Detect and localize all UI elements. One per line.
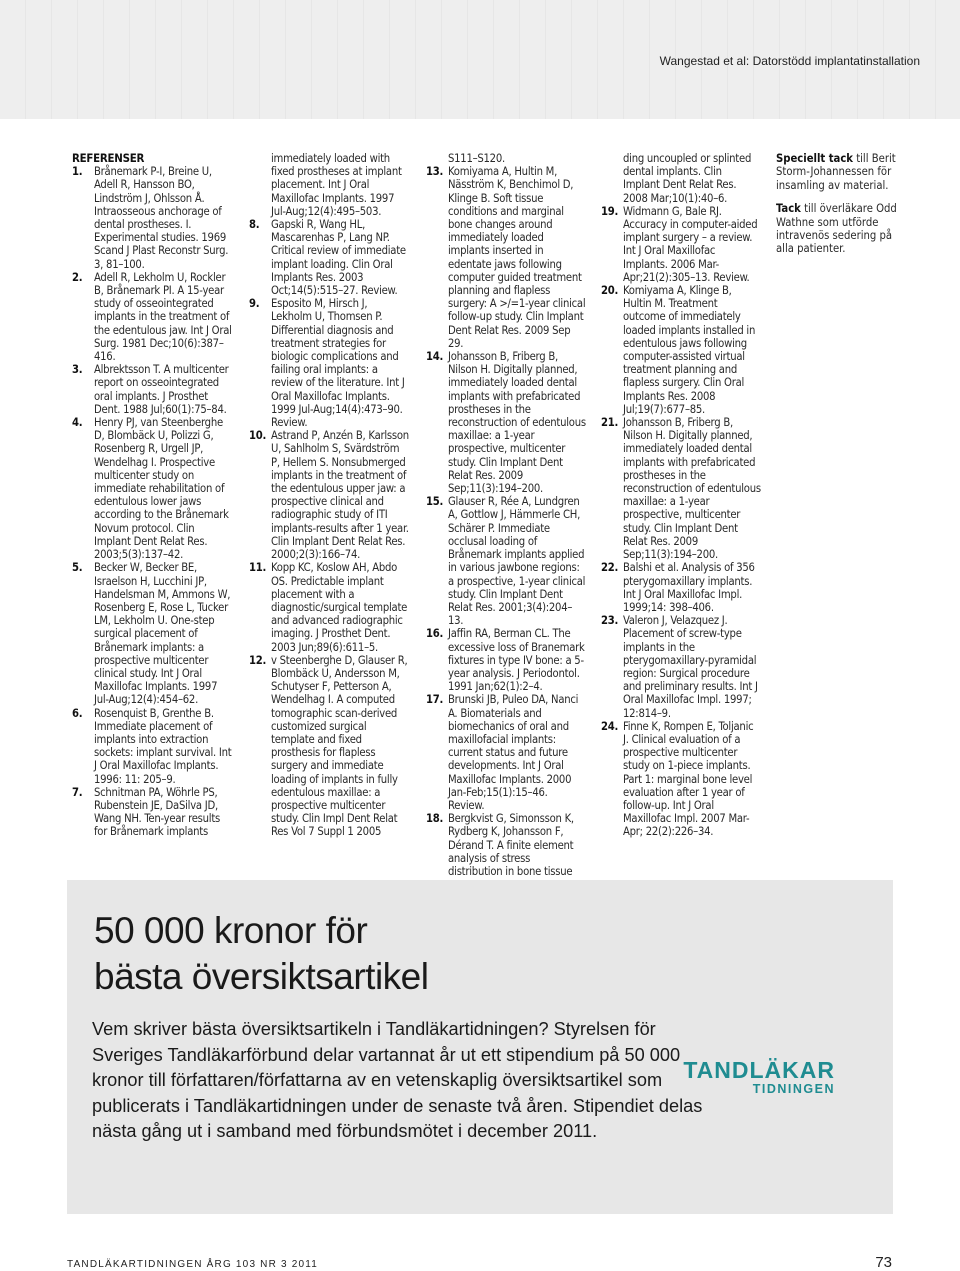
reference-number: 8.: [249, 218, 260, 232]
reference-text: Widmann G, Bale RJ. Accuracy in computer-aided implant surgery – a review. Int J Oral Maxillofac Implants. 2006 Mar-Apr;21(2):305–13. Review.: [623, 204, 758, 284]
reference-item: [601, 561, 761, 614]
ref-column-3: [426, 152, 586, 891]
page-number: 73: [875, 1254, 892, 1271]
ref-column-1: [72, 152, 232, 839]
reference-text: Albrektsson T. A multicenter report on osseointegrated oral implants. J Prosthet Dent. 1988 Jul;60(1):75–84.: [94, 363, 229, 416]
reference-text: Balshi et al. Analysis of 356 pterygomaxillary implants. Int J Oral Maxillofac Impl. 1999;14: 398–406.: [623, 561, 755, 614]
acknowledgements: [776, 152, 902, 266]
reference-text: Glauser R, Rée A, Lundgren A, Gottlow J, Hämmerle CH, Schärer P. Immediate occlusal loading of Brånemark implants applied in various jawbone regions: a prospective, 1-year clinical study. Clin Implant Dent Relat Res. 2001;3(4):204–13.: [448, 495, 586, 628]
ack-2: [776, 202, 902, 256]
footer-journal: TANDLÄKARTIDNINGEN ÅRG 103 NR 3 2011: [67, 1259, 319, 1270]
references-heading: REFERENSER: [72, 151, 145, 165]
reference-number: 13.: [426, 165, 444, 179]
logo-line2: TIDNINGEN: [752, 1082, 835, 1096]
reference-text: Komiyama A, Klinge B, Hultin M. Treatment outcome of immediately loaded implants installed in edentulous jaws following computer-assisted virtual treatment planning and flapless surgery. Clin Oral Implants Res. 2008 Jul;19(7):677–85.: [623, 284, 756, 416]
reference-number: 18.: [426, 812, 444, 826]
reference-number: 5.: [72, 561, 83, 575]
promo-title-line2: bästa översiktsartikel: [94, 956, 429, 997]
ref-column-2: [249, 152, 409, 839]
reference-number: 9.: [249, 297, 260, 311]
reference-item: [72, 786, 232, 839]
reference-item: [249, 429, 409, 561]
reference-text: Becker W, Becker BE, Israelson H, Lucchini JP, Handelsman M, Ammons W, Rosenberg E, Rose L, Tucker LM, Lekholm U. One-step surgical placement of Brånemark implants: a prospective multicenter clinical study. Int J Oral Maxillofac Implants. 1997 Jul-Aug;12(4):454–62.: [94, 561, 231, 707]
reference-number: 3.: [72, 363, 83, 377]
reference-text: Schnitman PA, Wöhrle PS, Rubenstein JE, DaSilva JD, Wang NH. Ten-year results for Brånemark implants: [94, 785, 221, 839]
reference-number: 15.: [426, 495, 444, 509]
reference-text: Henry PJ, van Steenberghe D, Blombäck U, Polizzi G, Rosenberg R, Urgell JP, Wendelhag I. Prospective multicenter study on immediate rehabilitation of edentulous lower jaws according to the Brånemark Novum protocol. Clin Implant Dent Relat Res. 2003;5(3):137–42.: [94, 416, 229, 562]
reference-text: Komiyama A, Hultin M, Näsström K, Benchimol D, Klinge B. Soft tissue conditions and marginal bone changes around immediately loaded implants inserted in edentate jaws following computer guided treatment planning and flapless surgery: A >/=1-year clinical follow-up study. Clin Implant Dent Relat Res. 2009 Sep 29.: [448, 165, 586, 350]
reference-number: [601, 152, 623, 205]
reference-text: Rosenquist B, Grenthe B. Immediate placement of implants into extraction sockets: implant survival. Int J Oral Maxillofac Implants. 1996: 11: 205–9.: [94, 706, 232, 786]
reference-number: 21.: [601, 416, 619, 430]
tandlakartidningen-logo: [683, 1058, 835, 1096]
reference-item: [249, 561, 409, 653]
reference-item: [601, 614, 761, 720]
reference-item: [72, 165, 232, 271]
reference-item: [426, 152, 586, 165]
reference-item: [72, 271, 232, 363]
promo-title: [94, 908, 428, 1000]
reference-number: 16.: [426, 627, 444, 641]
logo-line1: TANDLÄKAR: [683, 1057, 835, 1083]
reference-item: [249, 152, 409, 218]
reference-text: Valeron J, Velazquez J. Placement of screw-type implants in the pterygomaxillary-pyramidal region: Surgical procedure and preliminary results. Int J Oral Maxillofac Impl. 1997; 12:814–9.: [623, 614, 758, 720]
reference-item: [601, 284, 761, 416]
ref-column-4: [601, 152, 761, 839]
reference-item: [72, 416, 232, 561]
reference-number: 22.: [601, 561, 619, 575]
reference-number: 17.: [426, 693, 444, 707]
reference-text: Johansson B, Friberg B, Nilson H. Digitally planned, immediately loaded dental implants with prefabricated prostheses in the reconstruction of edentulous maxillae: a 1-year prospective, multicenter study. Clin Implant Dent Relat Res. 2009 Sep;11(3):194–200.: [623, 416, 761, 562]
reference-item: [249, 654, 409, 839]
reference-item: [72, 561, 232, 706]
reference-text: Jaffin RA, Berman CL. The excessive loss of Branemark fixtures in type IV bone: a 5-year analysis. J Periodontol. 1991 Jan;62(1):2–4.: [448, 627, 585, 694]
reference-number: 4.: [72, 416, 83, 430]
reference-text: Astrand P, Anzén B, Karlsson U, Sahlholm S, Svärdström P, Hellem S. Nonsubmerged implants in the treatment of the edentulous upper jaw: a prospective clinical and radiographic study of ITI implants-results after 1 year. Clin Implant Dent Relat Res. 2000;2(3):166–74.: [271, 429, 409, 562]
reference-item: [249, 218, 409, 297]
reference-text: Esposito M, Hirsch J, Lekholm U, Thomsen P. Differential diagnosis and treatment strategies for biologic complications and failing oral implants: a review of the literature. Int J Oral Maxillofac Implants. 1999 Jul-Aug;14(4):473–90. Review.: [271, 297, 405, 430]
reference-item: [426, 693, 586, 812]
reference-number: 24.: [601, 719, 619, 733]
reference-item: [72, 363, 232, 416]
reference-item: [426, 495, 586, 627]
reference-number: 2.: [72, 270, 83, 284]
promo-body: Vem skriver bästa översiktsartikeln i Tandläkartidningen? Styrelsen för Sveriges Tandläkarförbund delar vartannat år ut ett stipendium på 50 000 kronor till författaren/författarna av en vetenskaplig översiktsartikel som publicerats i Tandläkartidningen under de senaste två åren. Stipendiet delas nästa gång ut i samband med förbundsmötet i december 2011.: [92, 1019, 703, 1141]
reference-item: [426, 165, 586, 350]
running-header: Wangestad et al: Datorstödd implantatinstallation: [659, 54, 920, 68]
reference-item: [601, 416, 761, 561]
reference-item: [72, 707, 232, 786]
reference-number: 14.: [426, 350, 444, 364]
promo-box: [67, 880, 893, 1214]
reference-number: 1.: [72, 165, 83, 179]
reference-item: [426, 350, 586, 495]
ack-1: [776, 152, 902, 192]
reference-number: 11.: [249, 561, 267, 575]
reference-number: 6.: [72, 706, 83, 720]
reference-text: Johansson B, Friberg B, Nilson H. Digitally planned, immediately loaded dental implants with prefabricated prostheses in the reconstruction of edentulous maxillae: a 1-year prospective, multicenter study. Clin Implant Dent Relat Res. 2009 Sep;11(3):194–200.: [448, 350, 586, 496]
reference-number: [426, 152, 448, 165]
reference-text: ding uncoupled or splinted dental implants. Clin Implant Dent Relat Res. 2008 Mar;10(1):40–6.: [623, 152, 752, 205]
promo-title-line1: 50 000 kronor för: [94, 910, 368, 951]
reference-item: [601, 720, 761, 839]
ack-2-text: till överläkare Odd Wathne som utförde intravenös sedering på alla patienter.: [776, 202, 897, 256]
reference-text: v Steenberghe D, Glauser R, Blombäck U, Andersson M, Schutyser F, Petterson A, Wendelhag I. A computed tomographic scan-derived customized surgical template and fixed prosthesis for flapless surgery and immediate loading of implants in fully edentulous maxillae: a prospective multicenter study. Clin Impl Dent Relat Res Vol 7 Suppl 1 2005: [271, 653, 408, 839]
reference-item: [601, 152, 761, 205]
reference-item: [601, 205, 761, 284]
reference-number: 23.: [601, 614, 619, 628]
reference-text: Brånemark P-I, Breine U, Adell R, Hansson BO, Lindström J, Ohlsson Å. Intraosseous anchorage of dental prostheses. I. Experimental studies. 1969 Scand J Plast Reconstr Surg. 3, 81–100.: [94, 165, 229, 271]
reference-number: 19.: [601, 204, 619, 218]
ack-1-text: till Berit Storm-Johannessen för insamling av material.: [776, 152, 896, 192]
reference-number: 7.: [72, 785, 83, 799]
reference-number: [249, 152, 271, 218]
reference-item: [426, 627, 586, 693]
reference-text: Adell R, Lekholm U, Rockler B, Brånemark PI. A 15-year study of osseointegrated implants in the treatment of the edentulous jaw. Int J Oral Surg. 1981 Dec;10(6):387–416.: [94, 270, 232, 364]
reference-text: Finne K, Rompen E, Toljanic J. Clinical evaluation of a prospective multicenter study on 1-piece implants. Part 1: marginal bone level evaluation after 1 year of follow-up. Int J Oral Maxillofac Impl. 2007 Mar-Apr; 22(2):226–34.: [623, 719, 754, 839]
reference-number: 10.: [249, 429, 267, 443]
reference-number: 12.: [249, 653, 267, 667]
ack-1-bold: Speciellt tack: [776, 152, 853, 165]
reference-text: Brunski JB, Puleo DA, Nanci A. Biomaterials and biomechanics of oral and maxillofacial implants: current status and future developments. Int J Oral Maxillofac Implants. 2000 Jan-Feb;15(1):15–46. Review.: [448, 693, 579, 812]
reference-text: S111–S120.: [448, 152, 505, 165]
reference-text: immediately loaded with fixed prostheses at implant placement. Int J Oral Maxillofac Implants. 1997 Jul-Aug;12(4):495–503.: [271, 152, 402, 218]
reference-text: Kopp KC, Koslow AH, Abdo OS. Predictable implant placement with a diagnostic/surgical template and advanced radiographic imaging. J Prosthet Dent. 2003 Jun;89(6):611–5.: [271, 561, 408, 654]
reference-number: 20.: [601, 284, 619, 298]
reference-text: Bergkvist G, Simonsson K, Rydberg K, Johansson F, Dérand T. A finite element analysis of stress distribution in bone tissue: [448, 812, 574, 878]
reference-item: [249, 297, 409, 429]
reference-text: Gapski R, Wang HL, Mascarenhas P, Lang NP. Critical review of immediate implant loading. Clin Oral Implants Res. 2003 Oct;14(5):515–27. Review.: [271, 218, 406, 298]
ack-2-bold: Tack: [776, 202, 801, 216]
